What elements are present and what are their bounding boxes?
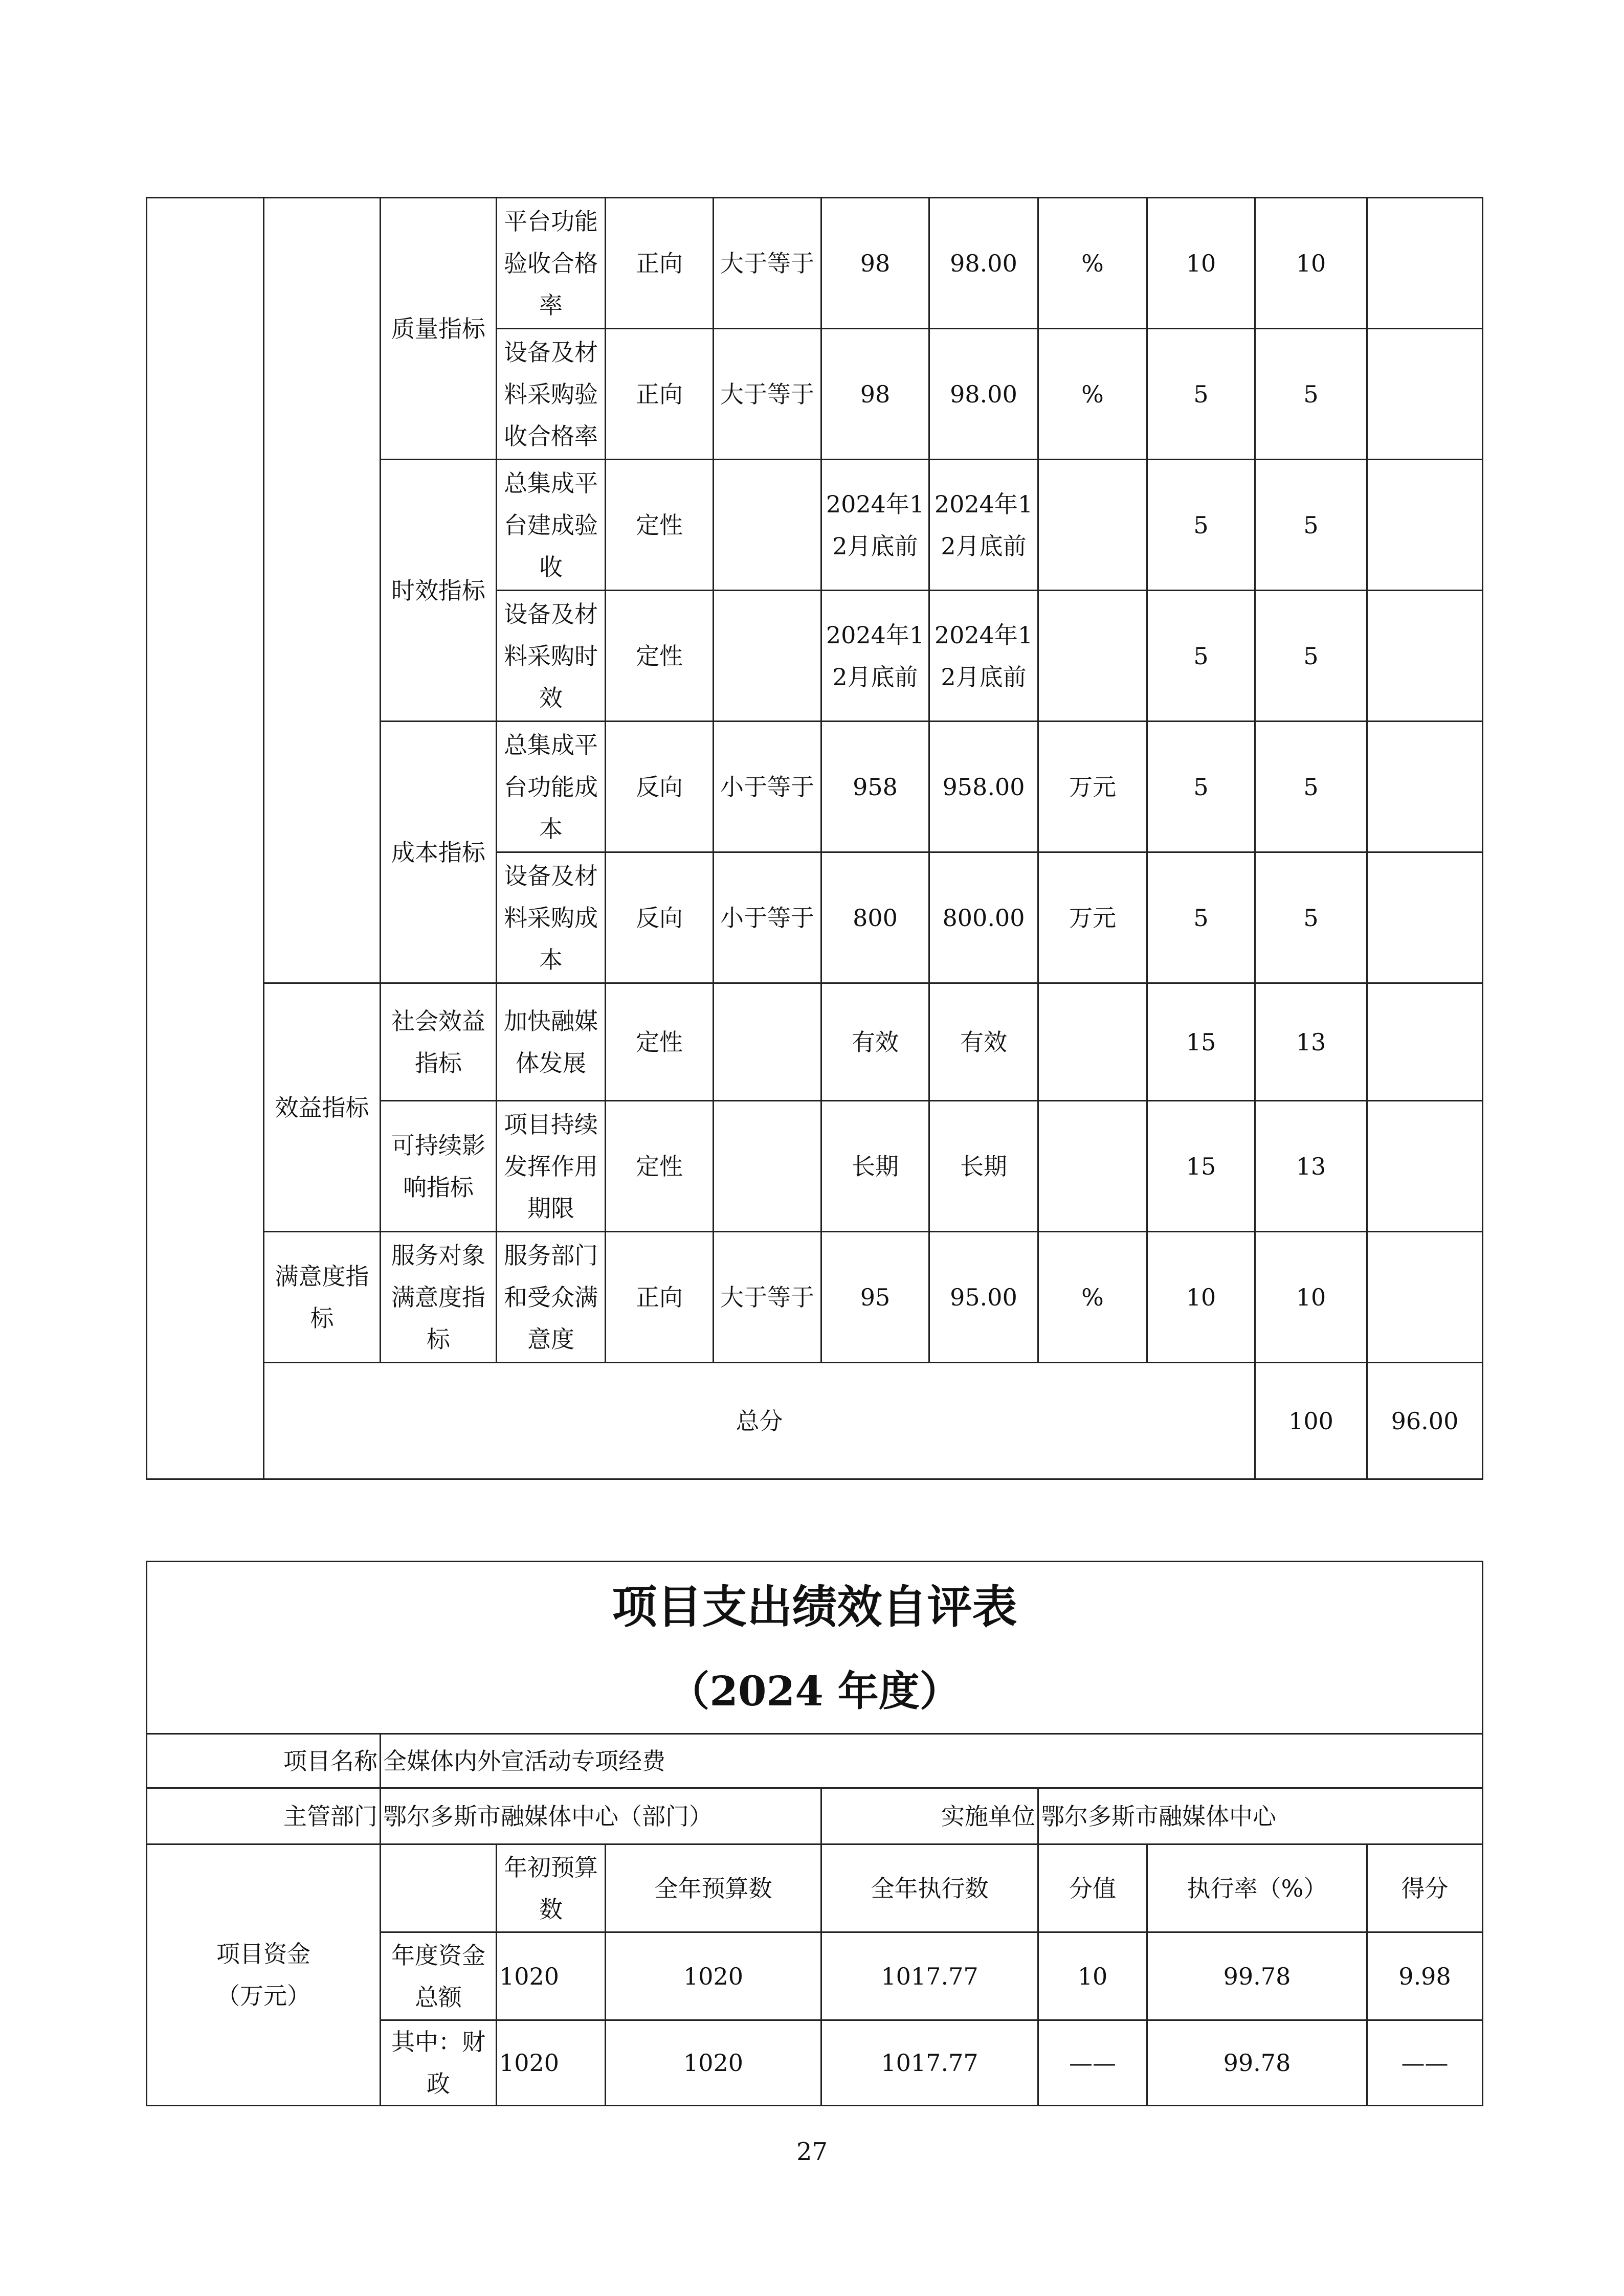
actual-value: 800.00 — [929, 852, 1038, 983]
direction: 定性 — [606, 983, 714, 1101]
weight: —— — [1038, 2020, 1147, 2106]
row-label: 年度资金总额 — [381, 1932, 497, 2020]
category-label: 成本指标 — [381, 722, 497, 983]
remark-cell — [1367, 329, 1483, 460]
direction: 定性 — [606, 460, 714, 591]
comparator — [714, 983, 821, 1101]
weight: 5 — [1147, 722, 1255, 852]
indicator-name: 设备及材料采购成本 — [497, 852, 606, 983]
indicator-name: 平台功能验收合格率 — [497, 198, 606, 329]
header-initial-budget: 年初预算数 — [497, 1844, 606, 1932]
unit: % — [1038, 1232, 1147, 1363]
score: —— — [1367, 2020, 1483, 2106]
actual-value: 长期 — [929, 1101, 1038, 1232]
page-number: 27 — [796, 2137, 828, 2166]
score: 5 — [1255, 591, 1367, 722]
unit — [1038, 591, 1147, 722]
category-label: 质量指标 — [381, 198, 497, 460]
indicator-name: 总集成平台建成验收 — [497, 460, 606, 591]
project-name-label: 项目名称 — [147, 1734, 381, 1788]
indicator-name: 项目持续发挥作用期限 — [497, 1101, 606, 1232]
full-budget: 1020 — [606, 2020, 821, 2106]
execution: 1017.77 — [821, 1932, 1038, 2020]
remark-cell — [1367, 983, 1483, 1101]
indicator-table — [146, 197, 1483, 1480]
comparator: 大于等于 — [714, 329, 821, 460]
score: 5 — [1255, 722, 1367, 852]
weight: 5 — [1147, 460, 1255, 591]
actual-value: 95.00 — [929, 1232, 1038, 1363]
indicator-name: 设备及材料采购时效 — [497, 591, 606, 722]
sub-category-label: 服务对象满意度指标 — [381, 1232, 497, 1363]
full-budget: 1020 — [606, 1932, 821, 2020]
direction: 定性 — [606, 591, 714, 722]
remark-cell — [1367, 722, 1483, 852]
total-weight: 100 — [1255, 1363, 1367, 1479]
category-label: 满意度指标 — [264, 1232, 381, 1363]
remark-cell — [1367, 198, 1483, 329]
header-full-budget: 全年预算数 — [606, 1844, 821, 1932]
weight: 15 — [1147, 983, 1255, 1101]
outer-blank-cell — [147, 198, 264, 1479]
header-score: 得分 — [1367, 1844, 1483, 1932]
row-label-blank — [381, 1844, 497, 1932]
direction: 定性 — [606, 1101, 714, 1232]
comparator — [714, 591, 821, 722]
unit — [1038, 1101, 1147, 1232]
unit: 万元 — [1038, 852, 1147, 983]
weight: 15 — [1147, 1101, 1255, 1232]
initial-budget: 1020 — [497, 2020, 606, 2106]
actual-value: 958.00 — [929, 722, 1038, 852]
category-label: 效益指标 — [264, 983, 381, 1232]
score: 5 — [1255, 852, 1367, 983]
comparator — [714, 460, 821, 591]
direction: 反向 — [606, 722, 714, 852]
weight: 10 — [1147, 198, 1255, 329]
unit: % — [1038, 329, 1147, 460]
score: 13 — [1255, 1101, 1367, 1232]
actual-value: 98.00 — [929, 329, 1038, 460]
project-name: 全媒体内外宣活动专项经费 — [381, 1734, 1483, 1788]
score: 5 — [1255, 329, 1367, 460]
dept-name: 鄂尔多斯市融媒体中心（部门） — [381, 1788, 821, 1844]
target-value: 98 — [821, 329, 929, 460]
direction: 反向 — [606, 852, 714, 983]
weight: 10 — [1147, 1232, 1255, 1363]
weight: 5 — [1147, 329, 1255, 460]
category-label: 时效指标 — [381, 460, 497, 722]
output-blank-cell — [264, 198, 381, 983]
comparator: 大于等于 — [714, 1232, 821, 1363]
direction: 正向 — [606, 1232, 714, 1363]
header-weight: 分值 — [1038, 1844, 1147, 1932]
unit — [1038, 983, 1147, 1101]
remark-cell — [1367, 1101, 1483, 1232]
unit-label: 实施单位 — [821, 1788, 1038, 1844]
target-value: 95 — [821, 1232, 929, 1363]
actual-value: 2024年12月底前 — [929, 460, 1038, 591]
table-title: 项目支出绩效自评表 — [612, 1580, 1017, 1633]
actual-value: 2024年12月底前 — [929, 591, 1038, 722]
table-subtitle: （2024 年度） — [669, 1667, 961, 1715]
score: 10 — [1255, 198, 1367, 329]
initial-budget: 1020 — [497, 1932, 606, 2020]
target-value: 2024年12月底前 — [821, 460, 929, 591]
target-value: 800 — [821, 852, 929, 983]
header-execution: 全年执行数 — [821, 1844, 1038, 1932]
remark-cell — [1367, 1232, 1483, 1363]
score: 13 — [1255, 983, 1367, 1101]
target-value: 长期 — [821, 1101, 929, 1232]
unit — [1038, 460, 1147, 591]
total-score: 96.00 — [1367, 1363, 1483, 1479]
score: 10 — [1255, 1232, 1367, 1363]
remark-cell — [1367, 460, 1483, 591]
weight: 5 — [1147, 591, 1255, 722]
comparator: 小于等于 — [714, 852, 821, 983]
target-value: 98 — [821, 198, 929, 329]
total-label: 总分 — [264, 1363, 1255, 1479]
funds-label: 项目资金（万元） — [147, 1844, 381, 2106]
direction: 正向 — [606, 198, 714, 329]
remark-cell — [1367, 591, 1483, 722]
unit: 万元 — [1038, 722, 1147, 852]
target-value: 2024年12月底前 — [821, 591, 929, 722]
score: 9.98 — [1367, 1932, 1483, 2020]
weight: 10 — [1038, 1932, 1147, 2020]
dept-label: 主管部门 — [147, 1788, 381, 1844]
target-value: 958 — [821, 722, 929, 852]
sub-category-label: 可持续影响指标 — [381, 1101, 497, 1232]
score: 5 — [1255, 460, 1367, 591]
weight: 5 — [1147, 852, 1255, 983]
unit: % — [1038, 198, 1147, 329]
actual-value: 98.00 — [929, 198, 1038, 329]
self-evaluation-table — [146, 1561, 1483, 2106]
execution-rate: 99.78 — [1147, 1932, 1367, 2020]
header-execution-rate: 执行率（%） — [1147, 1844, 1367, 1932]
indicator-name: 设备及材料采购验收合格率 — [497, 329, 606, 460]
title-cell — [147, 1562, 1483, 1734]
sub-category-label: 社会效益指标 — [381, 983, 497, 1101]
target-value: 有效 — [821, 983, 929, 1101]
unit-name: 鄂尔多斯市融媒体中心 — [1038, 1788, 1483, 1844]
comparator — [714, 1101, 821, 1232]
direction: 正向 — [606, 329, 714, 460]
execution-rate: 99.78 — [1147, 2020, 1367, 2106]
indicator-name: 服务部门和受众满意度 — [497, 1232, 606, 1363]
remark-cell — [1367, 852, 1483, 983]
comparator: 小于等于 — [714, 722, 821, 852]
indicator-name: 总集成平台功能成本 — [497, 722, 606, 852]
execution: 1017.77 — [821, 2020, 1038, 2106]
row-label: 其中：财政 — [381, 2020, 497, 2106]
indicator-name: 加快融媒体发展 — [497, 983, 606, 1101]
comparator: 大于等于 — [714, 198, 821, 329]
actual-value: 有效 — [929, 983, 1038, 1101]
